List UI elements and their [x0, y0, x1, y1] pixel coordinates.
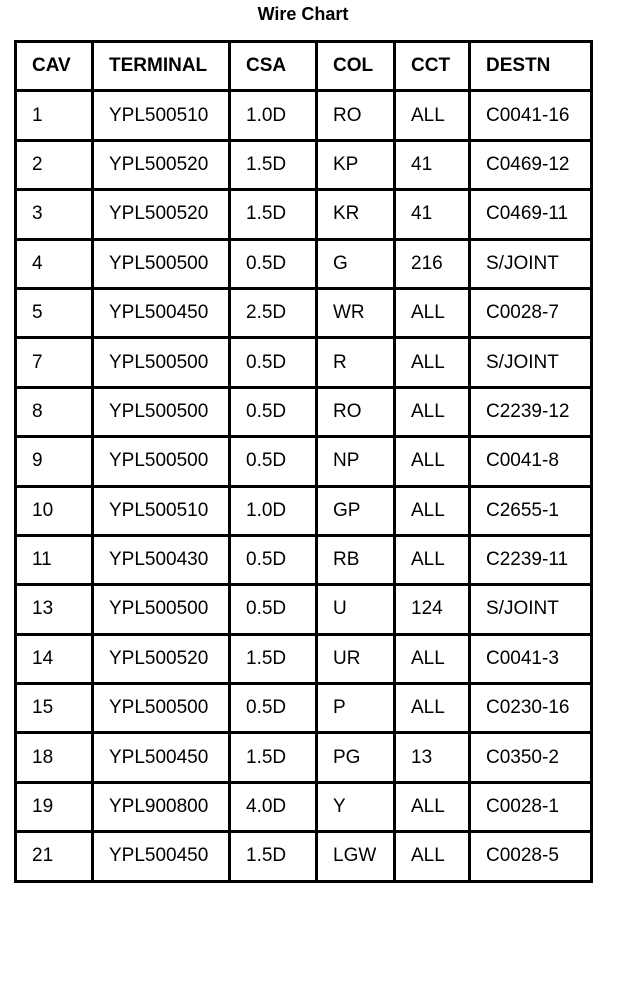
cell-csa: 4.0D [230, 782, 317, 831]
cell-cct: ALL [395, 91, 470, 140]
table-row [16, 634, 592, 683]
table-row [16, 782, 592, 831]
cell-csa: 0.5D [230, 437, 317, 486]
cell-cct: 124 [395, 585, 470, 634]
cell-terminal: YPL500500 [93, 387, 230, 436]
cell-destn: C2239-11 [470, 535, 592, 584]
cell-cct: ALL [395, 486, 470, 535]
cell-csa: 1.5D [230, 832, 317, 881]
cell-terminal: YPL500500 [93, 239, 230, 288]
cell-destn: C0028-5 [470, 832, 592, 881]
cell-col: NP [317, 437, 395, 486]
table-row [16, 387, 592, 436]
cell-cct: 41 [395, 190, 470, 239]
cell-destn: S/JOINT [470, 585, 592, 634]
cell-csa: 1.0D [230, 486, 317, 535]
cell-destn: C0041-3 [470, 634, 592, 683]
cell-col: G [317, 239, 395, 288]
table-row [16, 239, 592, 288]
cell-csa: 1.5D [230, 634, 317, 683]
cell-cct: 13 [395, 733, 470, 782]
cell-col: WR [317, 288, 395, 337]
cell-col: PG [317, 733, 395, 782]
header-row [16, 42, 592, 91]
header-col: COL [317, 42, 395, 91]
table-row [16, 486, 592, 535]
cell-cav: 3 [16, 190, 93, 239]
cell-cav: 13 [16, 585, 93, 634]
cell-destn: C0028-7 [470, 288, 592, 337]
page-title: Wire Chart [257, 4, 349, 24]
cell-cav: 19 [16, 782, 93, 831]
cell-csa: 0.5D [230, 684, 317, 733]
cell-cav: 2 [16, 140, 93, 189]
cell-cct: ALL [395, 288, 470, 337]
cell-col: RB [317, 535, 395, 584]
cell-destn: C0041-8 [470, 437, 592, 486]
cell-destn: C0230-16 [470, 684, 592, 733]
cell-cav: 8 [16, 387, 93, 436]
cell-cav: 18 [16, 733, 93, 782]
table-row [16, 288, 592, 337]
cell-destn: C0028-1 [470, 782, 592, 831]
cell-destn: C0350-2 [470, 733, 592, 782]
cell-csa: 1.0D [230, 91, 317, 140]
cell-csa: 1.5D [230, 190, 317, 239]
cell-cct: ALL [395, 437, 470, 486]
cell-destn: C0041-16 [470, 91, 592, 140]
cell-cct: ALL [395, 338, 470, 387]
cell-terminal: YPL500500 [93, 338, 230, 387]
cell-cct: 216 [395, 239, 470, 288]
cell-cav: 1 [16, 91, 93, 140]
cell-cct: ALL [395, 387, 470, 436]
cell-terminal: YPL500520 [93, 190, 230, 239]
cell-terminal: YPL500500 [93, 437, 230, 486]
cell-destn: C2655-1 [470, 486, 592, 535]
cell-terminal: YPL500430 [93, 535, 230, 584]
cell-cct: ALL [395, 634, 470, 683]
cell-cct: 41 [395, 140, 470, 189]
cell-terminal: YPL500450 [93, 288, 230, 337]
cell-col: KR [317, 190, 395, 239]
cell-col: GP [317, 486, 395, 535]
cell-csa: 0.5D [230, 387, 317, 436]
cell-cav: 15 [16, 684, 93, 733]
cell-col: RO [317, 91, 395, 140]
table-row [16, 585, 592, 634]
cell-terminal: YPL500500 [93, 684, 230, 733]
header-csa: CSA [230, 42, 317, 91]
cell-cav: 21 [16, 832, 93, 881]
cell-terminal: YPL900800 [93, 782, 230, 831]
table-row [16, 684, 592, 733]
cell-destn: S/JOINT [470, 338, 592, 387]
table-row [16, 832, 592, 881]
cell-csa: 0.5D [230, 535, 317, 584]
header-cct: CCT [395, 42, 470, 91]
table-row [16, 535, 592, 584]
cell-col: R [317, 338, 395, 387]
cell-csa: 0.5D [230, 585, 317, 634]
cell-cav: 10 [16, 486, 93, 535]
cell-col: LGW [317, 832, 395, 881]
cell-csa: 1.5D [230, 733, 317, 782]
cell-terminal: YPL500450 [93, 733, 230, 782]
header-destn: DESTN [470, 42, 592, 91]
cell-cav: 7 [16, 338, 93, 387]
cell-terminal: YPL500520 [93, 140, 230, 189]
cell-col: UR [317, 634, 395, 683]
table-body [16, 91, 592, 881]
table-row [16, 437, 592, 486]
cell-cav: 9 [16, 437, 93, 486]
cell-destn: C0469-12 [470, 140, 592, 189]
table-row [16, 91, 592, 140]
cell-destn: S/JOINT [470, 239, 592, 288]
table-row [16, 733, 592, 782]
cell-col: KP [317, 140, 395, 189]
header-terminal: TERMINAL [93, 42, 230, 91]
wire-chart-table [14, 40, 593, 883]
cell-cav: 4 [16, 239, 93, 288]
cell-col: Y [317, 782, 395, 831]
table-header [16, 42, 592, 91]
cell-cav: 14 [16, 634, 93, 683]
cell-cav: 11 [16, 535, 93, 584]
cell-col: RO [317, 387, 395, 436]
table-row [16, 338, 592, 387]
cell-col: U [317, 585, 395, 634]
header-cav: CAV [16, 42, 93, 91]
cell-terminal: YPL500520 [93, 634, 230, 683]
table-row [16, 140, 592, 189]
cell-csa: 0.5D [230, 338, 317, 387]
table-row [16, 190, 592, 239]
cell-cct: ALL [395, 535, 470, 584]
cell-csa: 1.5D [230, 140, 317, 189]
cell-cct: ALL [395, 782, 470, 831]
cell-terminal: YPL500500 [93, 585, 230, 634]
cell-csa: 2.5D [230, 288, 317, 337]
cell-terminal: YPL500510 [93, 91, 230, 140]
cell-col: P [317, 684, 395, 733]
cell-destn: C0469-11 [470, 190, 592, 239]
cell-cct: ALL [395, 684, 470, 733]
cell-cct: ALL [395, 832, 470, 881]
cell-csa: 0.5D [230, 239, 317, 288]
cell-cav: 5 [16, 288, 93, 337]
cell-terminal: YPL500510 [93, 486, 230, 535]
cell-destn: C2239-12 [470, 387, 592, 436]
cell-terminal: YPL500450 [93, 832, 230, 881]
